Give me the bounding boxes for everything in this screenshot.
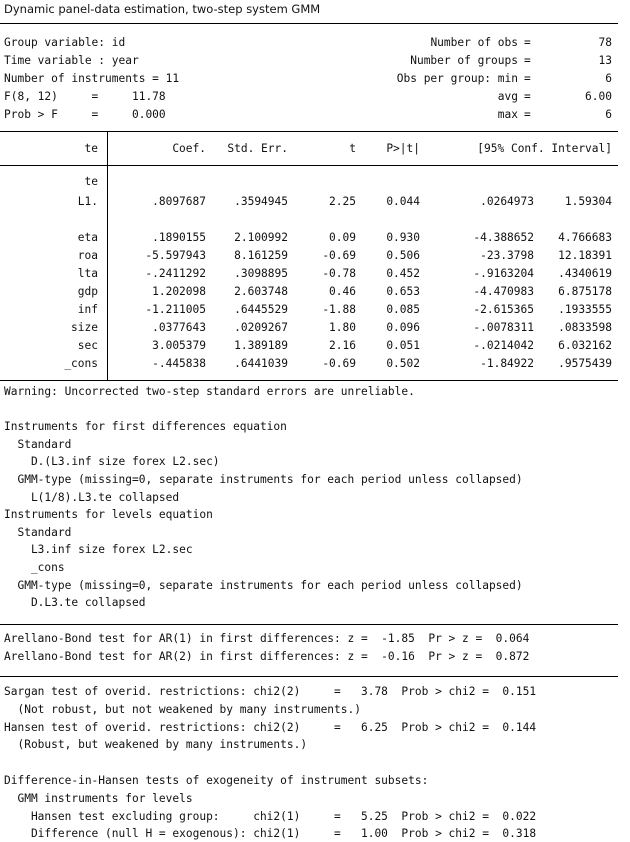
header-stat-label: Obs per group: min [396,72,518,85]
overid-test-line: Hansen test excluding group: chi2(1) = 5.25 Prob > chi2 = 0.022 [4,809,537,823]
ar-test-line: Arellano-Bond test for AR(2) in first differences: z = -0.16 Pr > z = 0.872 [4,650,530,663]
rule-table-top [0,131,618,132]
header-left-line: Number of instruments = 11 [4,72,180,85]
overid-test-line: Difference-in-Hansen tests of exogeneity of instrument subsets: [4,774,429,787]
row-ci-low: -.0214042 [473,339,534,352]
row-t: 2.25 [329,195,356,208]
row-p: 0.044 [386,195,420,208]
header-equals: = [524,90,531,103]
row-p: 0.085 [386,303,420,316]
note-line: D.L3.te collapsed [4,596,146,610]
header-left-line: F(8, 12) = 11.78 [4,90,166,103]
row-coef: 1.202098 [152,285,206,298]
col-header-ci: [95% Conf. Interval] [477,142,612,155]
row-ci-low: .0264973 [480,195,534,208]
row-t: 0.46 [329,285,356,298]
row-coef: -1.211005 [145,303,206,316]
row-se: 1.389189 [234,339,288,352]
note-line: Instruments for levels equation [4,508,213,522]
row-coef: -.445838 [152,357,206,370]
row-name: L1. [77,195,98,208]
row-p: 0.502 [386,357,420,370]
row-ci-high: .0833598 [558,321,612,334]
header-stat-value: 6 [605,72,612,85]
row-ci-high: 1.59304 [564,195,612,208]
row-ci-low: -.9163204 [473,267,534,280]
row-name: _cons [64,357,98,370]
row-name: gdp [77,285,98,298]
rule-ar-bottom [0,676,618,677]
overid-test-line: (Robust, but weakened by many instruments.) [4,738,308,752]
note-line: Warning: Uncorrected two-step standard errors are unreliable. [4,385,415,398]
row-coef: .1890155 [152,231,206,244]
row-ci-low: -1.84922 [480,357,534,370]
row-p: 0.452 [386,267,420,280]
header-equals: = [524,36,531,49]
row-se: 8.161259 [234,249,288,262]
row-ci-high: .1933555 [558,303,612,316]
rule-ar-top [0,624,618,625]
note-line: D.(L3.inf size forex L2.sec) [4,455,220,469]
header-left-line: Time variable : year [4,54,139,67]
row-p: 0.051 [386,339,420,352]
header-stat-value: 6.00 [585,90,612,103]
overid-test-line: Difference (null H = exogenous): chi2(1) = 1.00 Prob > chi2 = 0.318 [4,827,537,841]
note-line: Standard [4,525,72,539]
col-header-p: P>|t| [386,142,420,155]
table-separator [107,132,108,381]
header-stat-label: avg [497,90,518,103]
row-t: 1.80 [329,321,356,334]
note-line: Standard [4,437,72,451]
row-coef: -.2411292 [145,267,206,280]
col-header-depvar: te [84,142,98,155]
col-header-t: t [349,142,356,155]
row-t: 0.09 [329,231,356,244]
note-line: GMM-type (missing=0, separate instruments for each period unless collapsed) [4,473,523,486]
row-ci-low: -2.615365 [473,303,534,316]
group-label: te [84,175,98,188]
row-se: .0209267 [234,321,288,334]
overid-test-line: (Not robust, but not weakened by many instruments.) [4,702,361,716]
header-equals: = [524,72,531,85]
row-t: -0.69 [322,357,356,370]
row-t: -1.88 [322,303,356,316]
row-se: 2.603748 [234,285,288,298]
row-p: 0.506 [386,249,420,262]
header-stat-value: 6 [605,108,612,121]
row-name: sec [77,339,98,352]
row-ci-low: -4.388652 [473,231,534,244]
row-name: roa [77,249,98,262]
row-coef: 3.005379 [152,339,206,352]
row-se: .6441039 [234,357,288,370]
row-name: size [71,321,98,334]
row-ci-high: 4.766683 [558,231,612,244]
ar-test-line: Arellano-Bond test for AR(1) in first differences: z = -1.85 Pr > z = 0.064 [4,632,530,645]
header-stat-label: Number of groups [410,54,518,67]
header-equals: = [524,54,531,67]
row-p: 0.653 [386,285,420,298]
row-ci-low: -.0078311 [473,321,534,334]
rule-table-bottom [0,380,618,381]
note-line: L(1/8).L3.te collapsed [4,490,180,504]
row-p: 0.096 [386,321,420,334]
header-stat-value: 13 [598,54,612,67]
row-t: 2.16 [329,339,356,352]
note-line: Instruments for first differences equation [4,420,287,434]
row-se: .3098895 [234,267,288,280]
row-p: 0.930 [386,231,420,244]
row-coef: -5.597943 [145,249,206,262]
row-ci-high: 12.18391 [558,249,612,262]
header-left-line: Group variable: id [4,36,126,49]
row-name: lta [77,267,98,280]
row-t: -0.78 [322,267,356,280]
row-coef: .8097687 [152,195,206,208]
row-ci-low: -23.3798 [480,249,534,262]
header-left-line: Prob > F = 0.000 [4,108,166,121]
col-header-coef: Coef. [172,142,206,155]
note-line: GMM-type (missing=0, separate instruments for each period unless collapsed) [4,578,523,592]
header-stat-value: 78 [598,36,612,49]
header-stat-label: Number of obs [430,36,518,49]
rule-top [0,23,618,24]
overid-test-line: GMM instruments for levels [4,791,193,805]
row-se: .3594945 [234,195,288,208]
header-stat-label: max [497,108,518,121]
note-line: _cons [4,561,65,574]
note-line: L3.inf size forex L2.sec [4,543,193,557]
row-name: inf [77,303,98,316]
row-ci-low: -4.470983 [473,285,534,298]
col-header-se: Std. Err. [227,142,288,155]
overid-test-line: Hansen test of overid. restrictions: chi2(2) = 6.25 Prob > chi2 = 0.144 [4,720,537,734]
row-name: eta [77,231,98,244]
row-ci-high: 6.875178 [558,285,612,298]
row-ci-high: 6.032162 [558,339,612,352]
overid-test-line: Sargan test of overid. restrictions: chi2(2) = 3.78 Prob > chi2 = 0.151 [4,685,537,698]
row-ci-high: .9575439 [558,357,612,370]
rule-table-header [0,165,618,166]
row-t: -0.69 [322,249,356,262]
row-ci-high: .4340619 [558,267,612,280]
row-se: .6445529 [234,303,288,316]
row-se: 2.100992 [234,231,288,244]
header-equals: = [524,108,531,121]
row-coef: .0377643 [152,321,206,334]
output-title: Dynamic panel-data estimation, two-step system GMM [4,2,321,16]
